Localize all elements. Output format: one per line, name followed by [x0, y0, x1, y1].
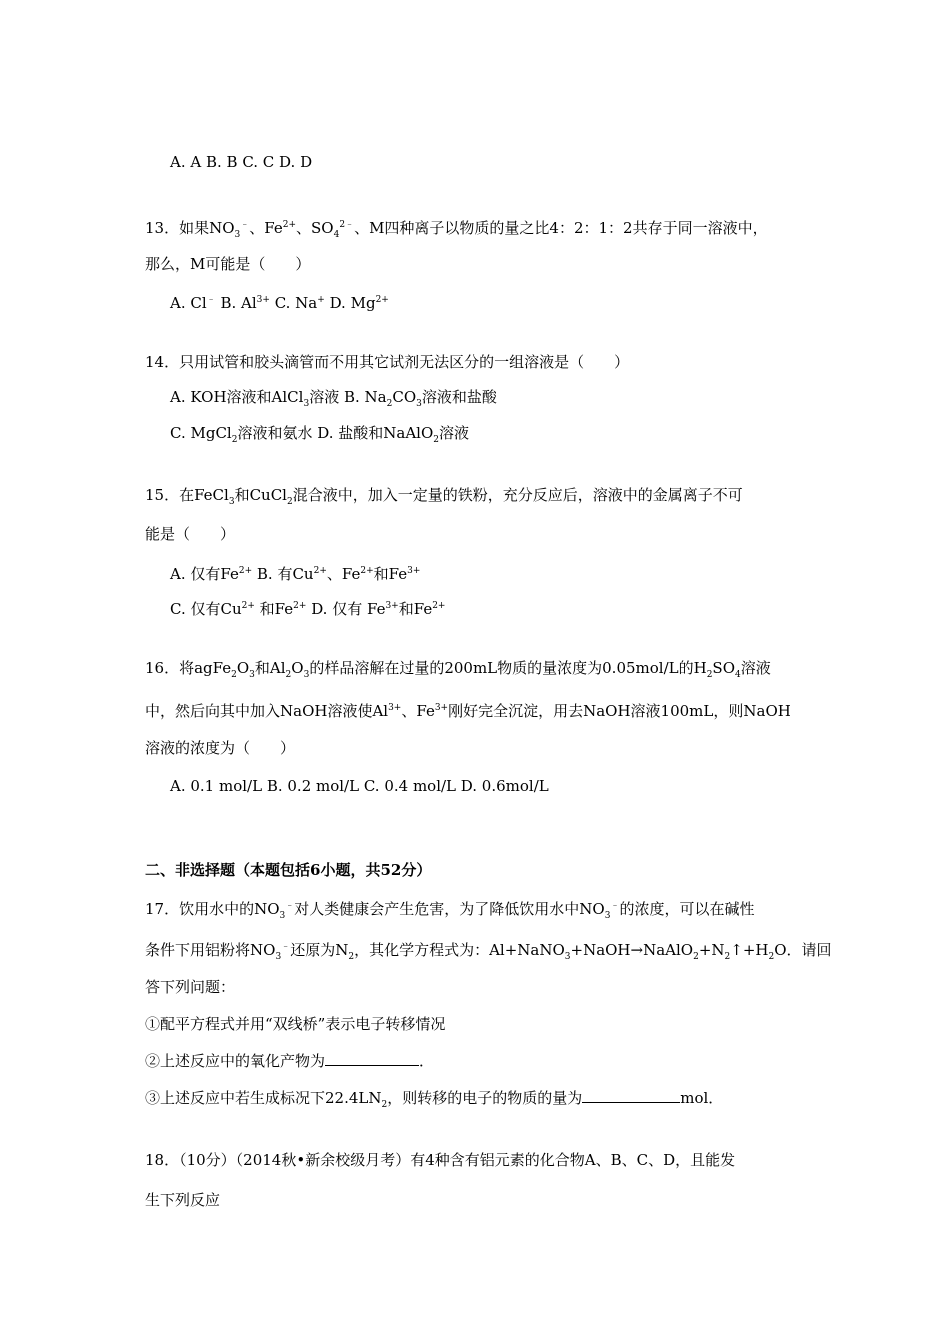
answer-blank[interactable]: [325, 1051, 419, 1066]
q16-options: A. 0.1 mol/L B. 0.2 mol/L C. 0.4 mol/L D. 0.6mol/L: [170, 777, 549, 795]
q15-stem-line1: 15．在FeCl$_3$和CuCl$_2$混合液中，加入一定量的铁粉，充分反应后，溶液中的金属离子不可: [145, 486, 743, 507]
q18-stem-line2: 生下列反应: [145, 1191, 221, 1209]
q13-options: A. Cl﹣ B. $Al^{3+}$ C. Na+ D. $Mg^{2+}$: [170, 294, 389, 312]
q15-options-cd: C. 仅有$Cu^{2+}$ 和$Fe^{2+}$ D. 仅有 $Fe^{3+}$和$Fe^{2+}$: [170, 600, 446, 618]
q17-stem-line1: 17．饮用水中的$NO_3^﹣$对人类健康会产生危害，为了降低饮用水中$NO_3^﹣$的浓度，可以在碱性: [145, 900, 755, 921]
q12-options: A. A B. B C. C D. D: [170, 153, 313, 171]
q17-stem-line3: 答下列问题：: [145, 978, 236, 996]
q13-stem-line1: 13．如果$NO_3^﹣$、$Fe^{2+}$、$SO_4^{2﹣}$、M四种离子以物质的量之比4：2：1：2共存于同一溶液中，: [145, 219, 768, 240]
q17-subquestion-1: ①配平方程式并用“双线桥”表示电子转移情况: [145, 1015, 446, 1033]
q14-options-cd: C. MgCl$_2$溶液和氨水 D. 盐酸和NaAlO$_2$溶液: [170, 424, 469, 445]
q17-subquestion-2: ②上述反应中的氧化产物为 ．: [145, 1052, 435, 1070]
q14-options-ab: A. KOH溶液和AlCl$_3$溶液 B. $Na_2CO_3$溶液和盐酸: [170, 388, 497, 409]
q15-stem-line2: 能是（ ）: [145, 525, 236, 543]
q13-stem-line2: 那么，M可能是（ ）: [145, 255, 311, 273]
section-title: 二、非选择题（本题包括6小题，共52分）: [145, 861, 432, 879]
q16-stem-line2: 中，然后向其中加入NaOH溶液使$Al^{3+}$、$Fe^{3+}$刚好完全沉淀，用去NaOH溶液100mL，则NaOH: [145, 702, 791, 720]
q18-stem-line1: 18．（10分）（2014秋•新余校级月考）有4种含有铝元素的化合物A、B、C、D，且能发: [145, 1151, 736, 1169]
answer-blank[interactable]: [582, 1088, 680, 1103]
q16-stem-line1: 16．将$agFe_2O_3$和$Al_2O_3$的样品溶解在过量的200mL物质的量浓度为0.05mol/L的$H_2SO_4$溶液: [145, 659, 771, 680]
q15-options-ab: A. 仅有$Fe^{2+}$ B. 有$Cu^{2+}$、$Fe^{2+}$和$Fe^{3+}$: [170, 565, 421, 583]
q17-subquestion-3: ③上述反应中若生成标况下$22.4LN_2$，则转移的电子的物质的量为 mol．: [145, 1089, 724, 1110]
q17-stem-line2: 条件下用铝粉将$NO_3^﹣$还原为$N_2$，其化学方程式为：$Al+NaNO_3+NaOH\to NaAlO_2+N_2↑+H_2O$．请回: [145, 941, 832, 962]
q16-stem-line3: 溶液的浓度为（ ）: [145, 739, 296, 757]
q14-stem: 14．只用试管和胶头滴管而不用其它试剂无法区分的一组溶液是（ ）: [145, 353, 630, 371]
